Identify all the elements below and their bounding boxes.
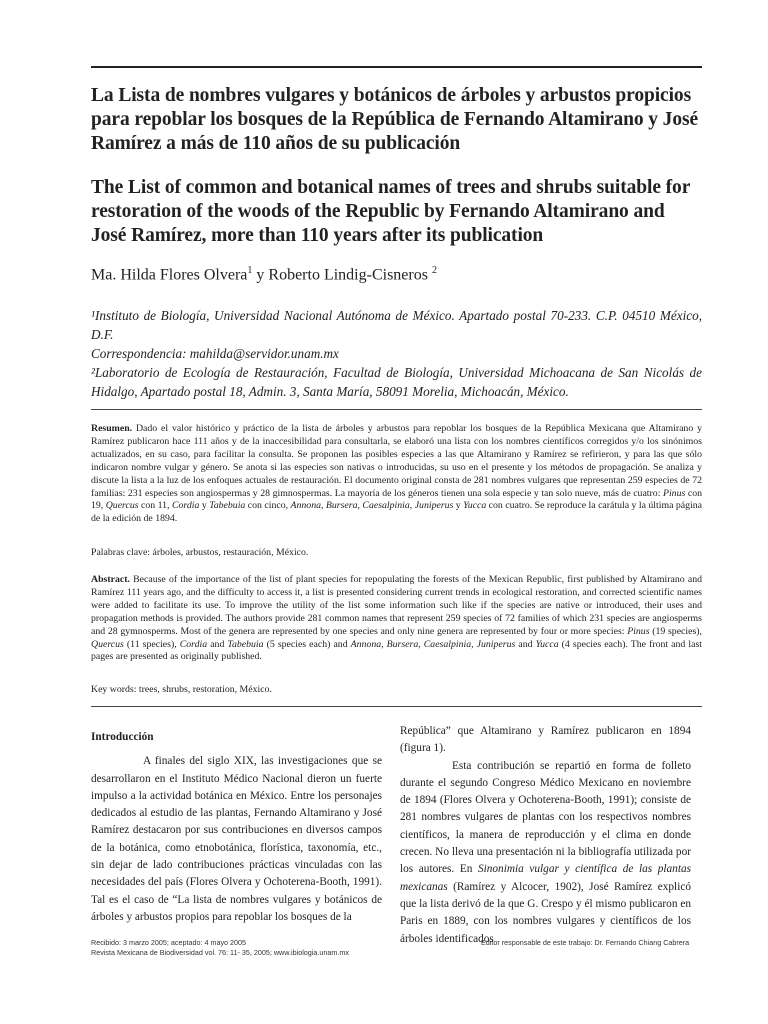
abstract-text: (11 species), (123, 638, 180, 650)
authors-line (91, 265, 702, 284)
title-spanish: La Lista de nombres vulgares y botánicos de árboles y arbustos propicios para repoblar los bosques de la República de Fernando Altamirano y José Ramírez a más de 110 años de su publicación (91, 85, 699, 154)
genus-name: Yucca (463, 500, 487, 512)
abstract-label: Abstract. (91, 574, 130, 585)
keywords-spanish: Palabras clave: árboles, arbustos, restauración, México. (91, 547, 309, 558)
received-dates: Recibido: 3 marzo 2005; aceptado: 4 mayo 2005 (91, 938, 247, 947)
genus-name: Yucca (535, 638, 559, 650)
resumen-text: y (453, 500, 464, 512)
genus-name: Juniperus (414, 500, 454, 512)
editor-note: Editor responsable de este trabajo: Dr. Fernando Chiang Cabrera (481, 938, 690, 947)
body-paragraph: A finales del siglo XIX, las investigaciones que se desarrollaron en el Instituto Médico Nacional dieron un fuerte impulso a la actividad botánica en México. Entre los personajes dedicados al estudio de las plantas, Fernando Altamirano y José Ramírez destacaron por sus contribuciones en diversos campos de la botánica, como etnobotánica, florística, taxonomía, etc., sin dejar de lado contribuciones prácticas vinculadas con las necesidades del país (Flores Olvera y Ochoterena-Booth, 1991). Tal es el caso de “La lista de nombres vulgares y botánicos de árboles y arbustos propios para repoblar los bosques de la (91, 755, 382, 923)
header-divider (91, 409, 702, 410)
genus-name: Caesalpinia (423, 638, 472, 650)
genus-name: Pinus (662, 487, 686, 499)
affiliations (91, 306, 702, 401)
footer-left (91, 938, 349, 958)
cited-title: Sinonimia vulgar y científica de las plantas mexicanas (400, 863, 691, 893)
author-2: Roberto Lindig-Cisneros (268, 266, 432, 284)
body-column-right (400, 723, 691, 948)
resumen-text: con 19, (91, 487, 702, 512)
correspondence: Correspondencia: mahilda@servidor.unam.mx (91, 346, 339, 361)
genus-name: Annona (350, 638, 382, 650)
affiliation-1: ¹Instituto de Biología, Universidad Nacional Autónoma de México. Apartado postal 70-233. C.P. 04510 México, D.F. (91, 308, 702, 342)
genus-name: Pinus (627, 625, 650, 637)
authors-conjunction: y (252, 266, 269, 284)
section-heading-introduccion: Introducción (91, 731, 154, 743)
resumen-text: y (199, 500, 210, 512)
genus-name: Quercus (105, 500, 139, 512)
abstract-text: , (471, 638, 477, 650)
genus-name: Bursera (386, 638, 419, 650)
abstract-text: , (418, 638, 424, 650)
genus-name: Caesalpinia (362, 500, 410, 512)
abstract-text: (4 species each). The front and last pages are presented as originally published. (91, 638, 702, 663)
top-rule (91, 66, 702, 68)
resumen-text: , (321, 500, 326, 512)
body-text: (Ramírez y Alcocer, 1902), José Ramírez explicó que la lista derivó de la que G. Crespo y él mismo publicaron en Paris en 1889, con los nombres vulgares y científicos de los árboles identificados (400, 880, 691, 945)
genus-name: Tabebuia (209, 500, 246, 512)
body-paragraph (400, 758, 691, 948)
resumen-paragraph (91, 423, 702, 526)
resumen-label: Resumen. (91, 423, 133, 434)
author-2-affil-mark: 2 (431, 265, 437, 276)
abstract-text: and (207, 638, 228, 650)
resumen-text: con 11, (138, 500, 172, 512)
genus-name: Annona (290, 500, 321, 512)
body-column-left (91, 729, 382, 926)
footer-right (481, 938, 689, 948)
resumen-text: Dado el valor histórico y práctico de la lista de árboles y arbustos para repoblar los bosques de la República Mexicana que Altamirano y Ramírez publicaron hace 111 años y de la inaccesibilidad para consultarla, se elaboró una lista con los nombres científicos corregidos y/o los sinónimos actualizados, en su caso, para facilitar la consulta. Se proponen las posibles especies a las que Altamirano y Ramírez se refirieron, y para las que sólo indicaron nombre vulgar y género. Se anota si las especies son nativas o introducidas, su uso en el presente y los métodos de propagación. Se analiza y discute la lista a la luz de los enfoques actuales de restauración. El documento original consta de 281 nombres vulgares que representan 259 especies de 72 familias: 231 especies son angiospermas y 28 gimnospermas. La mayoría de los géneros tienen una sola especie y tan solo nueve, más de cuatro: (91, 423, 702, 499)
body-paragraph: República” que Altamirano y Ramírez publicaron en 1894 (figura 1). (400, 725, 691, 755)
author-1-affil-mark: 1 (247, 265, 253, 276)
abstract-text: , (381, 638, 387, 650)
genus-name: Cordia (171, 500, 200, 512)
abstract-text: (5 species each) and (263, 638, 351, 650)
genus-name: Juniperus (476, 638, 516, 650)
title-english: The List of common and botanical names of trees and shrubs suitable for restoration of the woods of the Republic by Fernando Altamirano and José Ramírez, more than 110 years after its publication (91, 177, 690, 246)
resumen-text: , (357, 500, 363, 512)
abstract-text: and (515, 638, 536, 650)
genus-name: Quercus (91, 638, 124, 650)
abstract-paragraph (91, 574, 702, 664)
abstract-text: Because of the importance of the list of plant species for repopulating the forests of the Mexican Republic, first published by Altamirano and Ramírez 111 years ago, and the difficulty to access it, a list is presented considering current trends in ecological restoration, and corrected scientific names were added to facilitate its use. To improve the utility of the list some information such like if the species are native or introduced, their uses and propagation methods is provided. The authors provide 281 common names that represent 259 species of 72 families of which 231 species are angiosperms and 28 gymnosperms. Most of the genera are represented by one species and only nine genera are represented by four or more species: (91, 574, 702, 637)
genus-name: Tabebuia (227, 638, 264, 650)
abstract-text: (19 species), (649, 625, 702, 637)
resumen-text: con cuatro. Se reproduce la carátula y la última página de la edición de 1894. (91, 500, 703, 525)
genus-name: Cordia (179, 638, 208, 650)
resumen-text: con cinco, (245, 500, 291, 512)
body-text: Esta contribución se repartió en forma de folleto durante el segundo Congreso Médico Mexicano en noviembre de 1894 (Flores Olvera y Ochoterena-Booth, 1991); consiste de 281 nombres vulgares de plantas con los respectivos nombres científicos, la manera de reproducción y el clima en donde crecen. No lleva una presentación ni la bibliografía utilizada por los autores. En (400, 759, 691, 876)
author-1: Ma. Hilda Flores Olvera (91, 266, 248, 284)
affiliation-2: ²Laboratorio de Ecología de Restauración, Facultad de Biología, Universidad Michoacana de San Nicolás de Hidalgo, Apartado postal 18, Admin. 3, Santa María, 58091 Morelia, Michoacán, México. (91, 365, 702, 399)
genus-name: Bursera (325, 500, 358, 512)
keywords-english: Key words: trees, shrubs, restoration, México. (91, 684, 272, 695)
abstract-divider (91, 706, 702, 707)
journal-citation: Revista Mexicana de Biodiversidad vol. 76: 11- 35, 2005; www.ibiologia.unam.mx (91, 948, 349, 957)
resumen-text: , (409, 500, 415, 512)
